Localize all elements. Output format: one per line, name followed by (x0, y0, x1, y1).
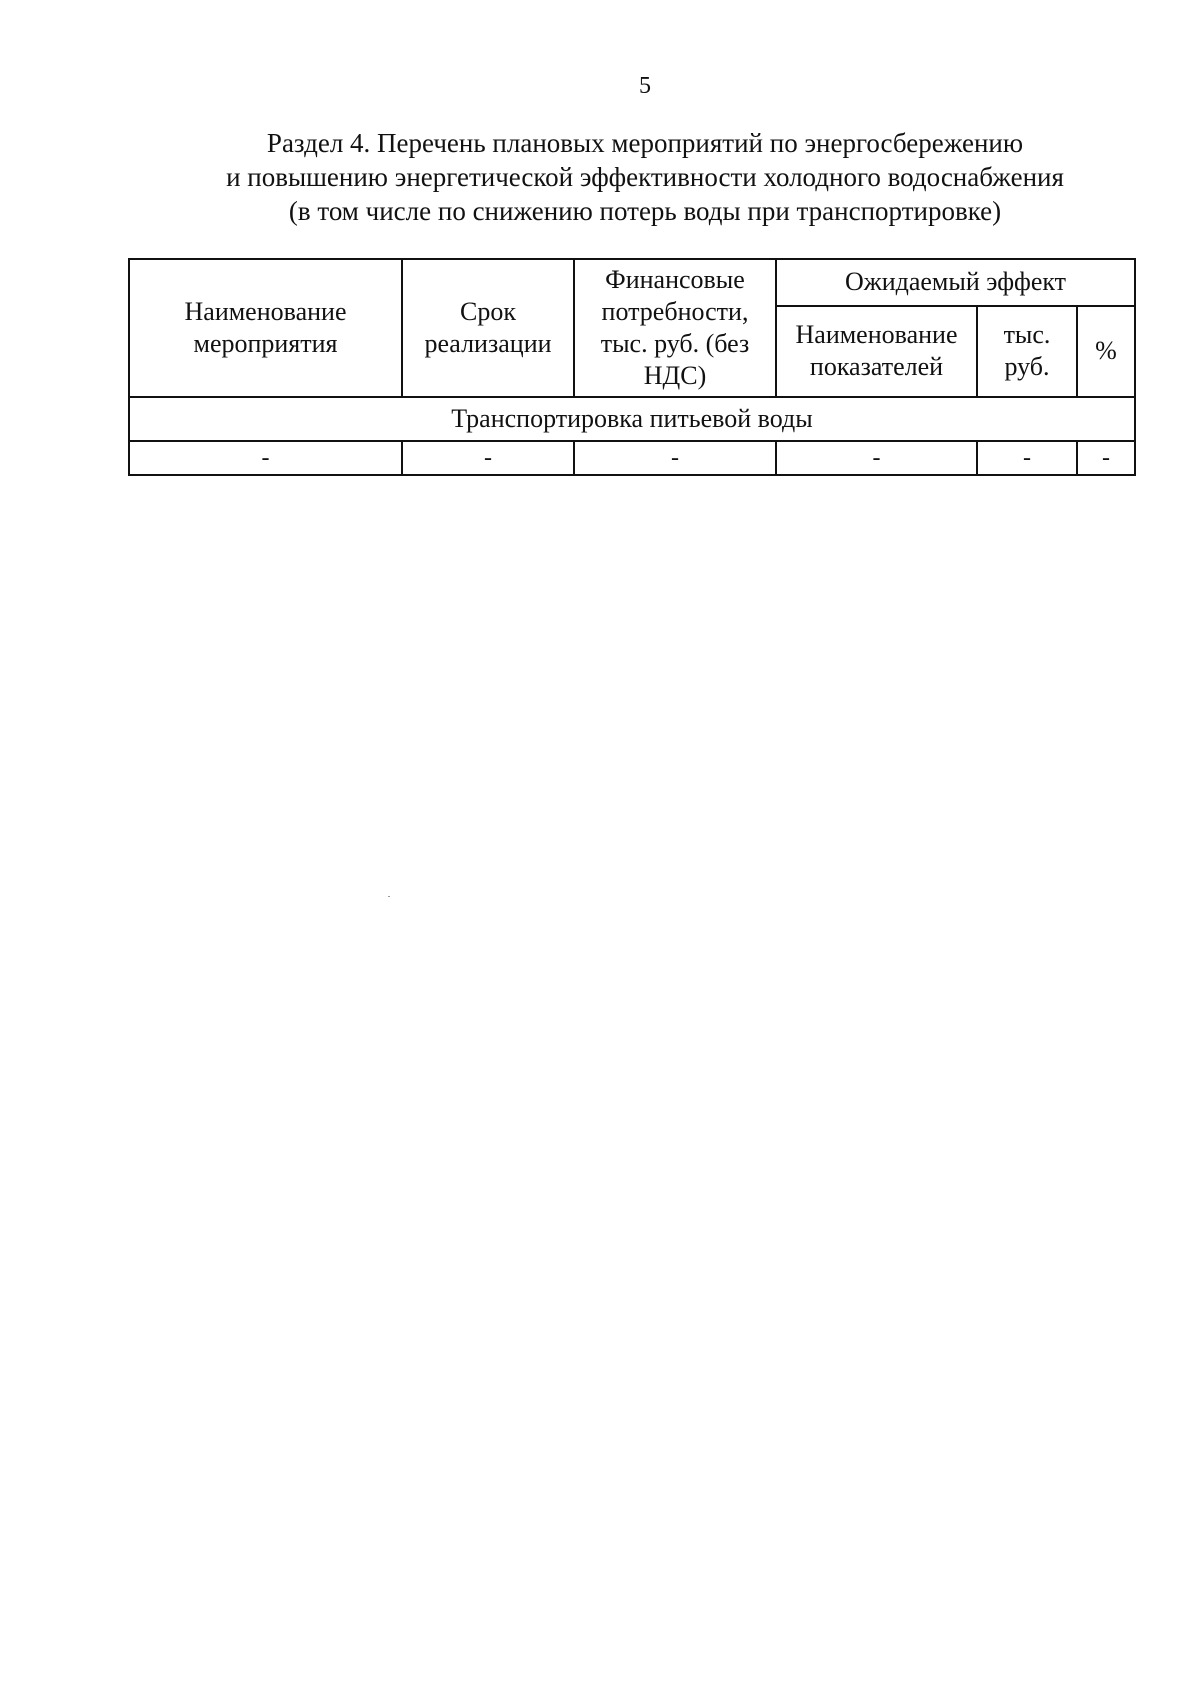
header-finance: Финансовые потребности, тыс. руб. (без НДС) (574, 259, 776, 397)
header-indicator-name: Наименование показателей (776, 306, 977, 397)
table-cell: - (977, 441, 1077, 475)
header-measure-name: Наименование мероприятия (129, 259, 402, 397)
measures-table (128, 258, 1136, 476)
section-title-line-2: и повышению энергетической эффективности холодного водоснабжения (226, 162, 1064, 192)
table-row (129, 441, 1135, 475)
table-cell: - (776, 441, 977, 475)
section-title (100, 126, 1190, 228)
header-term: Срок реализации (402, 259, 574, 397)
header-expected-effect: Ожидаемый эффект (776, 259, 1135, 306)
section-title-line-1: Раздел 4. Перечень плановых мероприятий по энергосбережению (266, 128, 1024, 158)
section-row-label: Транспортировка питьевой воды (129, 397, 1135, 441)
page-number: 5 (639, 73, 651, 99)
header-thousand-rub: тыс. руб. (977, 306, 1077, 397)
section-title-line-3: (в том числе по снижению потерь воды при транспортировке) (288, 196, 1002, 226)
table-cell: - (402, 441, 574, 475)
scan-artifact (388, 896, 390, 897)
table-cell: - (574, 441, 776, 475)
header-percent: % (1077, 306, 1135, 397)
table-cell: - (129, 441, 402, 475)
table-cell: - (1077, 441, 1135, 475)
